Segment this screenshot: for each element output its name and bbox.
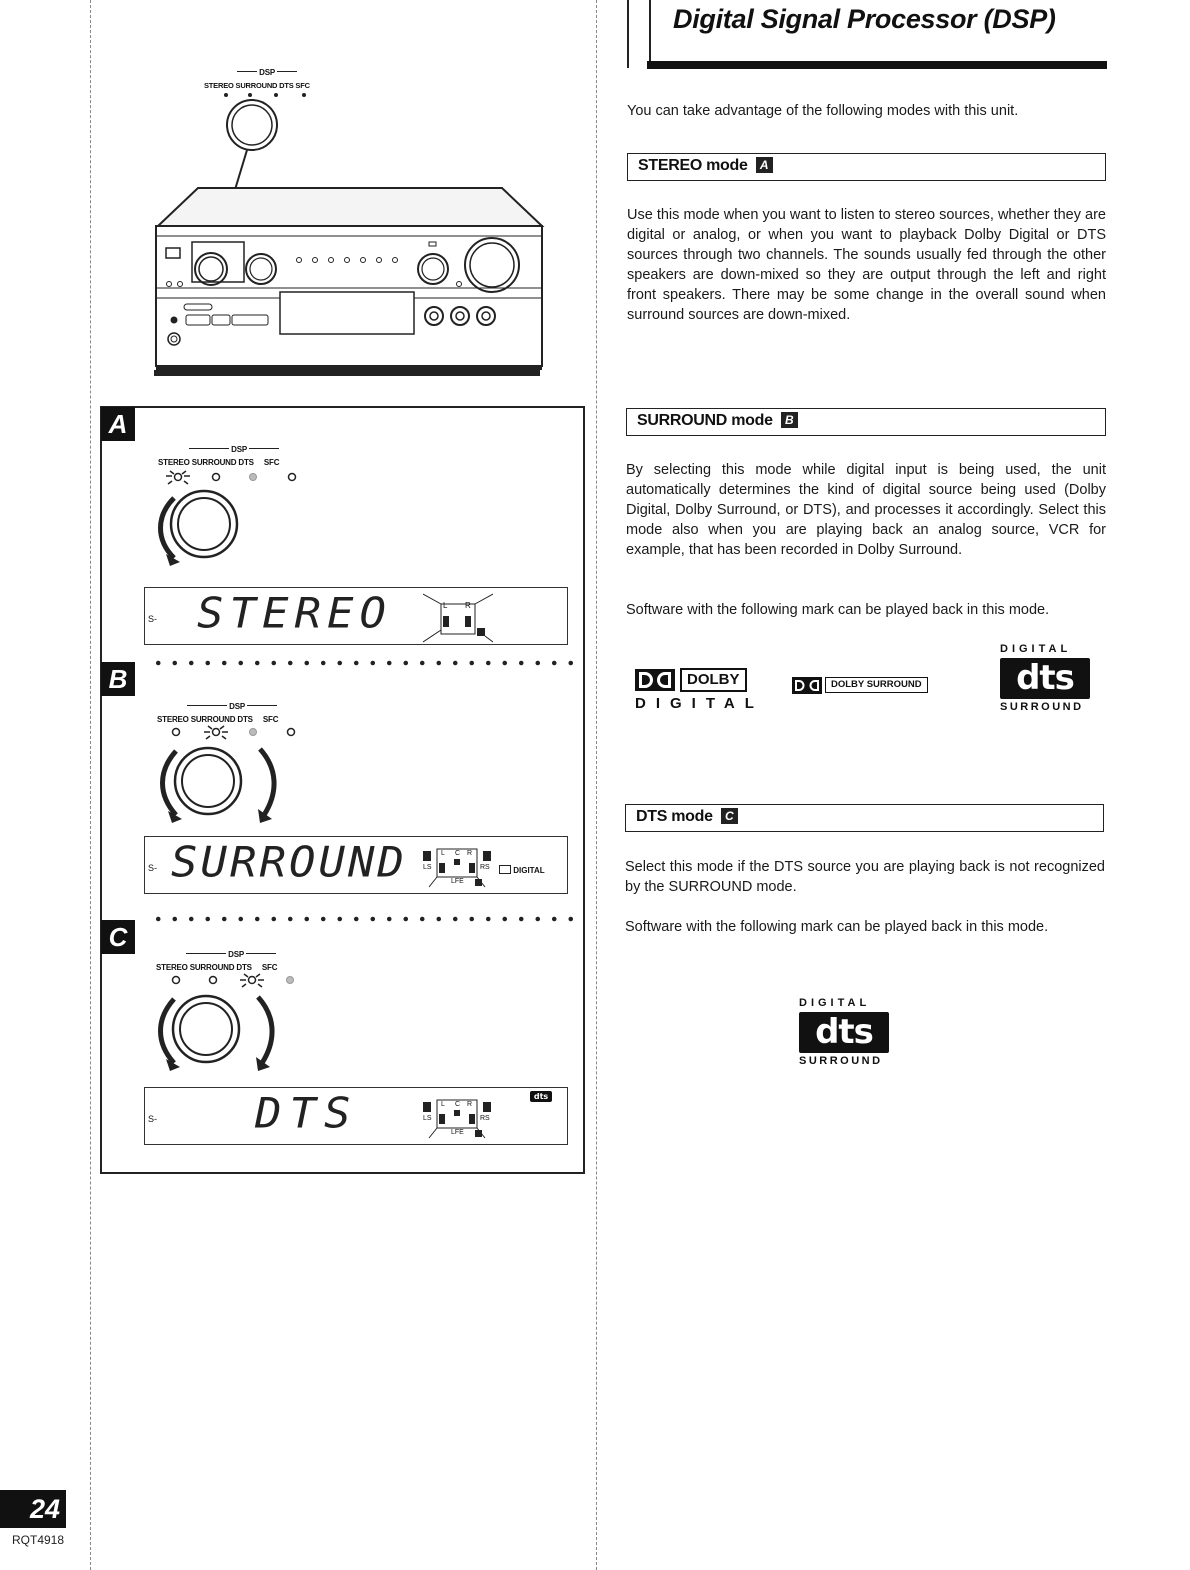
stereo-mode-heading: STEREO mode A bbox=[627, 153, 1106, 181]
panel-a-dsp-label: DSP bbox=[174, 445, 294, 454]
dts-text: Select this mode if the DTS source you are playing back is not recognized by the SURROUND mode. bbox=[625, 859, 1105, 895]
panel-c-speaker-ls: LS bbox=[423, 1115, 432, 1122]
page-title: Digital Signal Processor (DSP) bbox=[673, 4, 1056, 34]
panel-a-s-mark: S- bbox=[148, 614, 157, 624]
panel-a-speaker-icons bbox=[423, 592, 493, 644]
dolby-surround-double-d-icon bbox=[792, 677, 822, 694]
title-rule bbox=[647, 61, 1107, 69]
panel-b-speaker-r: R bbox=[467, 850, 473, 857]
surround-text: By selecting this mode while digital input is being used, the unit automatically determines the kind of digital source being used (Dolby Digital, Dolby Surround, or DTS), and processes it accordingly. Select this mode also when you are playing back an analog source, VCR for example, that has been recorded in Dolby Surround. bbox=[626, 462, 1106, 558]
panel-c-dts-badge: dts bbox=[530, 1091, 552, 1102]
panel-a-label: A bbox=[101, 407, 135, 441]
panel-c-dsp-label: DSP bbox=[171, 950, 291, 959]
stereo-text: Use this mode when you want to listen to stereo sources, whether they are digital or analog, or when you want to playback Dolby Digital or DTS sources through two channels. The sounds usually fed through the other speakers are down-mixed so they are output through the left and right front speakers. There may be some change in the overall sound when surround sources are down-mixed. bbox=[627, 207, 1106, 323]
dts-logo-top-caption: DIGITAL bbox=[1000, 643, 1072, 655]
panel-c-speaker-r: R bbox=[467, 1101, 473, 1108]
dolby-surround-word: DOLBY SURROUND bbox=[825, 677, 928, 693]
panel-b-speaker-c: C bbox=[455, 850, 461, 857]
dts-mode-logo-mark: dts bbox=[799, 1012, 889, 1053]
panel-b-display-text: SURROUND bbox=[171, 838, 407, 887]
dts-mode-heading: DTS mode C bbox=[625, 804, 1104, 832]
panel-c-label: C bbox=[101, 920, 135, 954]
dts-software-note: Software with the following mark can be played back in this mode. bbox=[625, 919, 1049, 935]
front-dsp-label: DSP bbox=[222, 68, 312, 77]
panel-a-selector bbox=[150, 468, 310, 568]
model-code: RQT4918 bbox=[12, 1533, 65, 1547]
panel-b-dsp-label: DSP bbox=[172, 702, 292, 711]
panel-b-label: B bbox=[101, 662, 135, 696]
panel-b-dolby-digital-badge: DIGITAL bbox=[499, 865, 545, 875]
dts-mode-logo-bottom-caption: SURROUND bbox=[799, 1055, 883, 1067]
panel-b-display bbox=[144, 836, 568, 894]
receiver-illustration bbox=[150, 88, 550, 380]
left-margin-guide bbox=[90, 0, 91, 1570]
panel-a-indicators: STEREO SURROUND DTS SFC bbox=[158, 458, 280, 467]
dts-mode-logo-top-caption: DIGITAL bbox=[799, 997, 871, 1009]
panel-c-display-text: DTS bbox=[255, 1089, 359, 1138]
intro-text: You can take advantage of the following modes with this unit. bbox=[627, 103, 1019, 119]
panel-a-speaker-r: R bbox=[465, 601, 471, 610]
panel-a-display bbox=[144, 587, 568, 645]
panel-c-speaker-c: C bbox=[455, 1101, 461, 1108]
dolby-double-d-icon bbox=[634, 668, 676, 692]
panel-a-display-text: STEREO bbox=[197, 589, 392, 638]
surround-mode-heading: SURROUND mode B bbox=[626, 408, 1106, 436]
panel-b-s-mark: S- bbox=[148, 863, 157, 873]
surround-key: B bbox=[781, 412, 798, 428]
panel-b-speaker-ls: LS bbox=[423, 864, 432, 871]
dts-logo-bottom-caption: SURROUND bbox=[1000, 701, 1084, 713]
dts-logo-mark: dts bbox=[1000, 658, 1090, 699]
center-guide bbox=[596, 0, 597, 1570]
panel-b-selector bbox=[150, 725, 310, 825]
panel-c-selector bbox=[150, 973, 310, 1073]
panel-c-display bbox=[144, 1087, 568, 1145]
dolby-word: DOLBY bbox=[680, 668, 747, 692]
surround-software-note: Software with the following mark can be played back in this mode. bbox=[626, 602, 1050, 618]
dolby-digital-caption: DIGITAL bbox=[635, 695, 764, 712]
divider-a-b bbox=[150, 660, 575, 666]
stereo-key: A bbox=[756, 157, 773, 173]
panel-c-speaker-rs: RS bbox=[480, 1115, 490, 1122]
front-selector-labels: STEREO SURROUND DTS SFC bbox=[204, 81, 310, 90]
panel-b-speaker-lfe: LFE bbox=[451, 878, 464, 885]
panel-c-speaker-l: L bbox=[441, 1101, 445, 1108]
divider-b-c bbox=[150, 916, 575, 922]
dts-key: C bbox=[721, 808, 738, 824]
panel-b-speaker-l: L bbox=[441, 850, 445, 857]
panel-b-indicators: STEREO SURROUND DTS SFC bbox=[157, 715, 279, 724]
panel-b-speaker-rs: RS bbox=[480, 864, 490, 871]
panel-c-speaker-lfe: LFE bbox=[451, 1129, 464, 1136]
panel-c-indicators: STEREO SURROUND DTS SFC bbox=[156, 963, 278, 972]
panel-a-speaker-l: L bbox=[443, 601, 448, 610]
panel-c-s-mark: S- bbox=[148, 1114, 157, 1124]
panel-b-dolby-icon bbox=[499, 865, 511, 874]
page-number: 24 bbox=[0, 1490, 66, 1528]
